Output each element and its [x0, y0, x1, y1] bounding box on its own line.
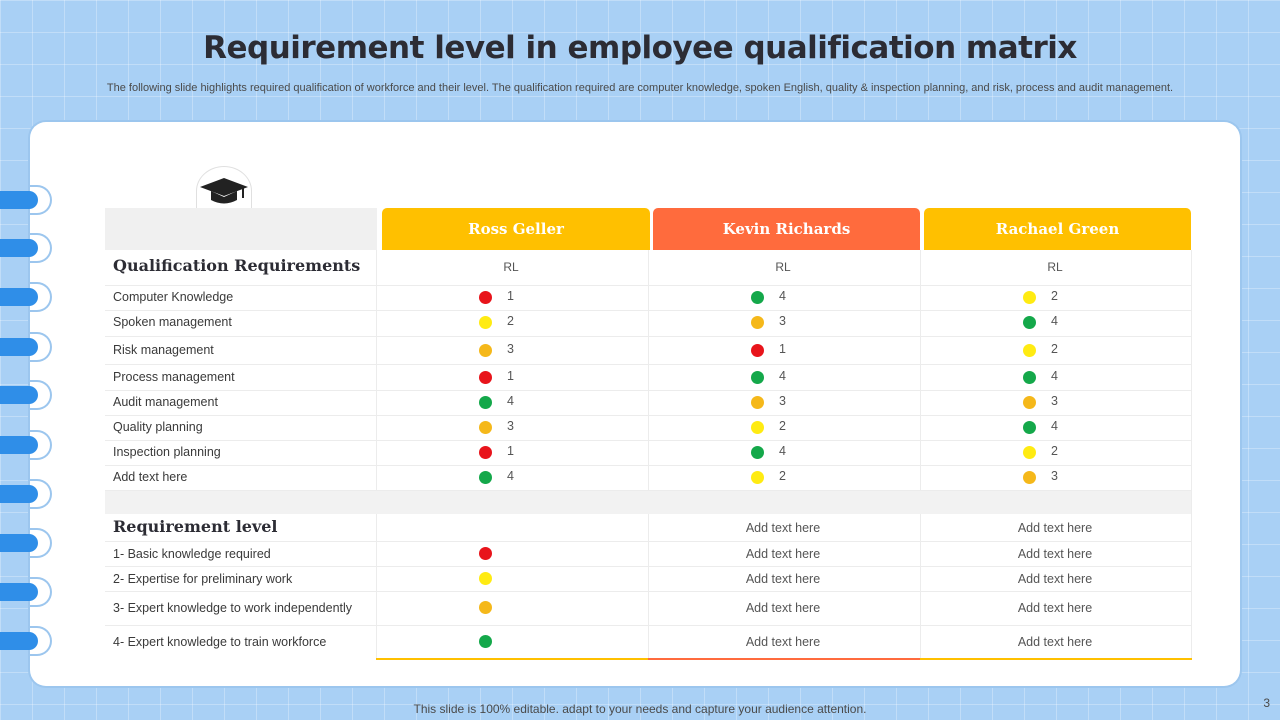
- level-dot: [751, 396, 764, 409]
- level-dot: [751, 316, 764, 329]
- level-dot: [751, 344, 764, 357]
- level-value: 4: [1051, 314, 1058, 328]
- requirement-row-label: 1- Basic knowledge required: [113, 547, 271, 561]
- section-separator: [105, 490, 1191, 514]
- qualification-row-label: Add text here: [113, 470, 188, 484]
- table-row-divider: [105, 591, 1191, 592]
- level-dot: [1023, 344, 1036, 357]
- add-text-cell: Add text here: [1017, 547, 1093, 561]
- level-value: 4: [1051, 419, 1058, 433]
- level-dot: [479, 371, 492, 384]
- table-row-divider: [105, 390, 1191, 391]
- level-value: 2: [779, 469, 786, 483]
- column-divider: [376, 250, 377, 660]
- level-dot: [751, 421, 764, 434]
- level-value: 2: [507, 314, 514, 328]
- table-row-divider: [105, 364, 1191, 365]
- level-value: 3: [779, 314, 786, 328]
- level-dot: [1023, 421, 1036, 434]
- level-dot: [751, 471, 764, 484]
- level-value: 1: [507, 369, 514, 383]
- level-value: 3: [507, 342, 514, 356]
- table-row-divider: [105, 310, 1191, 311]
- add-text-cell: Add text here: [745, 635, 821, 649]
- level-dot: [751, 291, 764, 304]
- level-value: 4: [1051, 369, 1058, 383]
- level-dot: [479, 471, 492, 484]
- level-value: 4: [779, 369, 786, 383]
- level-value: 1: [507, 289, 514, 303]
- column-bottom-accent: [376, 658, 648, 660]
- qualification-requirements-heading: Qualification Requirements: [113, 256, 361, 275]
- add-text-cell: Add text here: [745, 601, 821, 615]
- level-dot: [1023, 371, 1036, 384]
- level-dot: [1023, 291, 1036, 304]
- level-dot: [1023, 471, 1036, 484]
- requirement-level-dot: [479, 572, 492, 585]
- level-dot: [479, 396, 492, 409]
- column-header-kevin-richards: Kevin Richards: [653, 208, 920, 250]
- qualification-row-label: Inspection planning: [113, 445, 221, 459]
- level-value: 3: [1051, 394, 1058, 408]
- level-value: 1: [779, 342, 786, 356]
- column-divider: [648, 250, 649, 660]
- level-dot: [1023, 396, 1036, 409]
- level-dot: [1023, 316, 1036, 329]
- requirement-level-dot: [479, 635, 492, 648]
- level-value: 4: [779, 289, 786, 303]
- add-text-cell: Add text here: [745, 572, 821, 586]
- table-corner-header: [105, 208, 377, 250]
- rl-label: RL: [1047, 260, 1063, 274]
- level-value: 2: [1051, 289, 1058, 303]
- slide-subtitle: The following slide highlights required qualification of workforce and their level. The qualification required are computer knowledge, spoken English, quality & inspection planning, and risk, process and audit management.: [106, 82, 1174, 94]
- column-bottom-accent: [648, 658, 920, 660]
- page-number: 3: [1263, 696, 1270, 710]
- level-value: 3: [779, 394, 786, 408]
- level-dot: [479, 446, 492, 459]
- table-row-divider: [105, 490, 1191, 491]
- level-value: 2: [779, 419, 786, 433]
- qualification-row-label: Spoken management: [113, 315, 232, 329]
- table-row-divider: [105, 625, 1191, 626]
- qualification-row-label: Audit management: [113, 395, 218, 409]
- level-value: 2: [1051, 444, 1058, 458]
- footer-note: This slide is 100% editable. adapt to your needs and capture your audience attention.: [413, 702, 867, 716]
- column-divider: [1191, 250, 1192, 660]
- level-value: 4: [779, 444, 786, 458]
- level-dot: [1023, 446, 1036, 459]
- rl-label: RL: [775, 260, 791, 274]
- rl-label: RL: [503, 260, 519, 274]
- add-text-cell: Add text here: [1017, 601, 1093, 615]
- level-value: 4: [507, 469, 514, 483]
- level-value: 3: [1051, 469, 1058, 483]
- level-value: 1: [507, 444, 514, 458]
- qualification-row-label: Quality planning: [113, 420, 203, 434]
- add-text-cell: Add text here: [745, 547, 821, 561]
- requirement-level-dot: [479, 601, 492, 614]
- level-value: 3: [507, 419, 514, 433]
- level-dot: [479, 291, 492, 304]
- table-row-divider: [105, 541, 1191, 542]
- slide-title: Requirement level in employee qualification matrix: [203, 30, 1077, 66]
- table-row-divider: [105, 285, 1191, 286]
- column-divider: [920, 250, 921, 660]
- requirement-row-label: 2- Expertise for preliminary work: [113, 572, 293, 586]
- level-dot: [479, 421, 492, 434]
- column-bottom-accent: [920, 658, 1192, 660]
- add-text-cell: Add text here: [1017, 635, 1093, 649]
- level-dot: [479, 316, 492, 329]
- column-header-ross-geller: Ross Geller: [382, 208, 650, 250]
- requirement-row-label: 3- Expert knowledge to work independently: [113, 601, 353, 615]
- table-row-divider: [105, 440, 1191, 441]
- table-row-divider: [105, 415, 1191, 416]
- add-text-cell: Add text here: [1017, 521, 1093, 535]
- level-dot: [751, 446, 764, 459]
- level-dot: [751, 371, 764, 384]
- qualification-row-label: Computer Knowledge: [113, 290, 234, 304]
- table-row-divider: [105, 336, 1191, 337]
- level-value: 4: [507, 394, 514, 408]
- table-row-divider: [105, 465, 1191, 466]
- qualification-row-label: Process management: [113, 370, 235, 384]
- requirement-level-dot: [479, 547, 492, 560]
- add-text-cell: Add text here: [1017, 572, 1093, 586]
- requirement-level-heading: Requirement level: [113, 517, 278, 536]
- add-text-cell: Add text here: [745, 521, 821, 535]
- qualification-row-label: Risk management: [113, 343, 214, 357]
- level-dot: [479, 344, 492, 357]
- table-row-divider: [105, 566, 1191, 567]
- level-value: 2: [1051, 342, 1058, 356]
- requirement-row-label: 4- Expert knowledge to train workforce: [113, 635, 327, 649]
- column-header-rachael-green: Rachael Green: [924, 208, 1191, 250]
